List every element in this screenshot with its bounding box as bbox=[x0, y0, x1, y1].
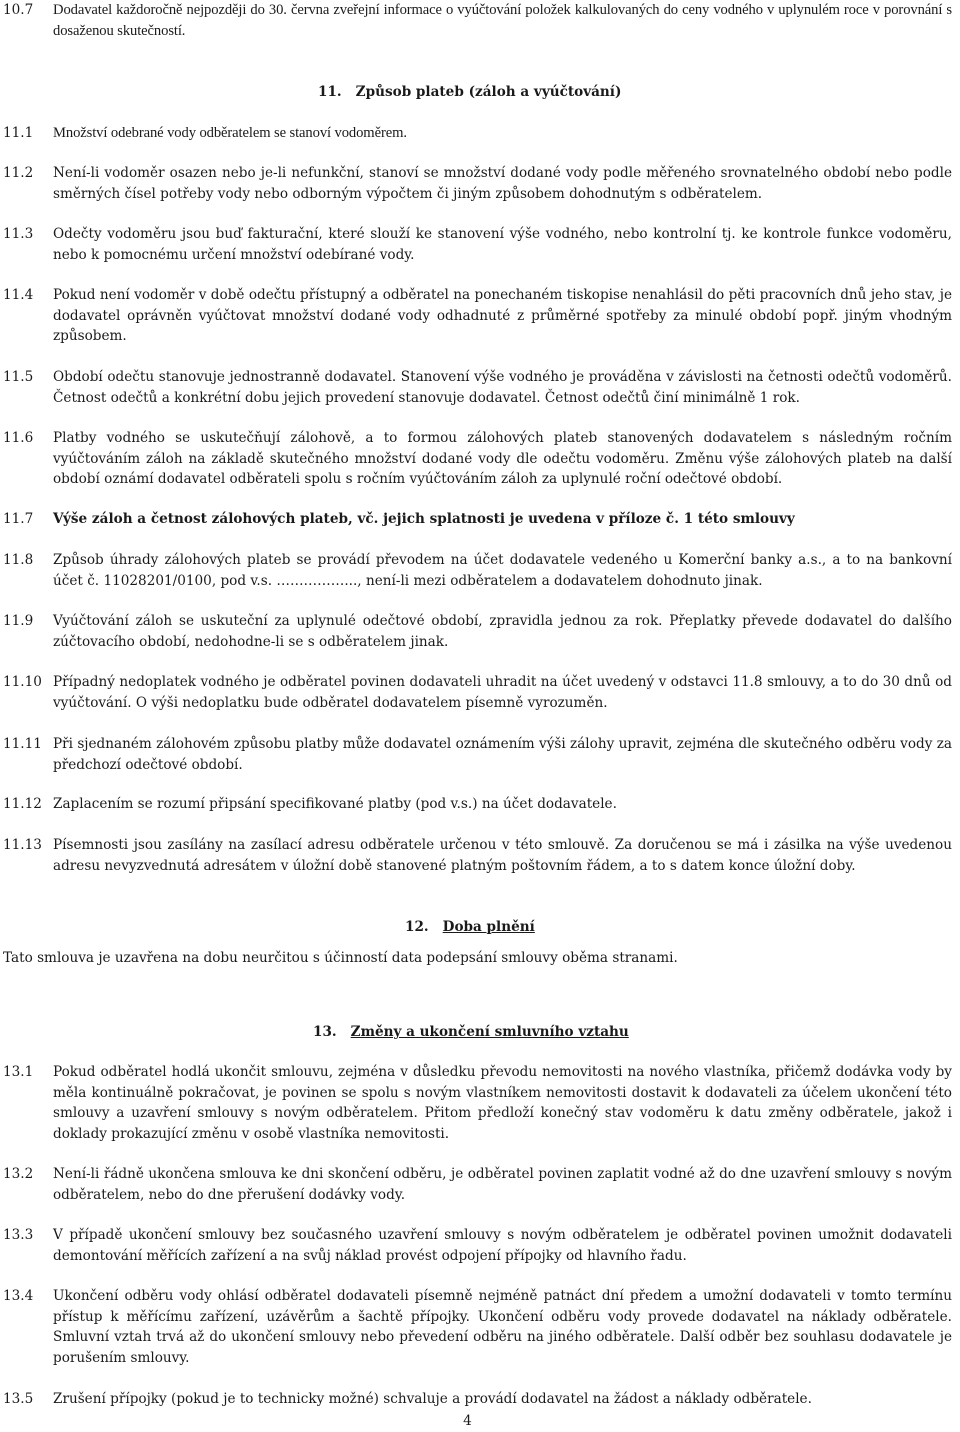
clause-text: Dodavatel každoročně nejpozději do 30. června zveřejní informace o vyúčtování položek kalkulovaných do ceny vodného v uplynulém roce v porovnání s dosaženou skutečností. bbox=[53, 2, 952, 39]
clause-13-3 bbox=[0, 1225, 952, 1266]
clause-number: 11.12 bbox=[3, 796, 42, 812]
section-heading-12 bbox=[405, 917, 535, 938]
clause-text: Odečty vodoměru jsou buď fakturační, které slouží ke stanovení výše vodného, nebo kontrolní tj. ke kontrole funkce vodoměru, nebo k pomocnému určení množství odebírané vody. bbox=[53, 226, 952, 263]
clause-text: Vyúčtování záloh se uskuteční za uplynulé odečtové období, zpravidla jednou za rok. Přeplatky převede dodavatel do dalšího zúčtovacího období, nedohodne-li se s odběratelem jinak. bbox=[53, 613, 952, 650]
clause-number: 11.6 bbox=[3, 430, 34, 446]
clause-text: Způsob úhrady zálohových plateb se provádí převodem na účet dodavatele vedeného u Komerční banky a.s., a to na bankovní účet č. 11028201/0100, pod v.s. ……………..., není-li mezi odběratelem a dodavatelem dohodnuto jinak. bbox=[53, 552, 952, 589]
clause-11-5 bbox=[0, 367, 952, 408]
clause-number: 11.7 bbox=[3, 511, 34, 527]
clause-11-3 bbox=[0, 224, 952, 265]
clause-number: 11.11 bbox=[3, 736, 42, 752]
section-heading-11 bbox=[318, 82, 621, 103]
section-heading-13 bbox=[313, 1022, 629, 1043]
section-title: Způsob plateb (záloh a vyúčtování) bbox=[355, 84, 622, 100]
clause-number: 11.9 bbox=[3, 613, 34, 629]
section-number: 12. bbox=[405, 919, 429, 935]
clause-text: Období odečtu stanovuje jednostranně dodavatel. Stanovení výše vodného je prováděna v závislosti na četnosti odečtů vodoměrů. Četnost odečtů a konkrétní dobu jejich provedení stanovuje dodavatel. Četnost odečtů činí minimálně 1 rok. bbox=[53, 369, 952, 406]
section-number: 13. bbox=[313, 1024, 337, 1040]
clause-13-1 bbox=[0, 1062, 952, 1144]
clause-13-5 bbox=[0, 1389, 952, 1410]
clause-11-12 bbox=[0, 794, 952, 815]
clause-number: 13.5 bbox=[3, 1391, 34, 1407]
clause-11-9 bbox=[0, 611, 952, 652]
clause-11-11 bbox=[0, 734, 952, 775]
clause-number: 11.2 bbox=[3, 165, 34, 181]
clause-11-8 bbox=[0, 550, 952, 591]
clause-text: Písemnosti jsou zasílány na zasílací adresu odběratele určenou v této smlouvě. Za doručenou se má i zásilka na výše uvedenou adresu nevyzvednutá adresátem v úložní době stanovené platným poštovním řádem, a to s datem konce úložní doby. bbox=[53, 837, 952, 874]
clause-number: 11.5 bbox=[3, 369, 34, 385]
section-number: 11. bbox=[318, 84, 342, 100]
clause-text: Není-li řádně ukončena smlouva ke dni skončení odběru, je odběratel povinen zaplatit vodné až do dne uzavření smlouvy s novým odběratelem, nebo do dne přerušení dodávky vody. bbox=[53, 1166, 952, 1203]
clause-number: 11.10 bbox=[3, 674, 42, 690]
clause-number: 10.7 bbox=[3, 2, 34, 18]
section-title: Změny a ukončení smluvního vztahu bbox=[350, 1024, 629, 1040]
clause-number: 13.1 bbox=[3, 1064, 34, 1080]
clause-number: 11.1 bbox=[3, 125, 34, 141]
clause-13-4 bbox=[0, 1286, 952, 1368]
clause-11-2 bbox=[0, 163, 952, 204]
clause-number: 11.3 bbox=[3, 226, 34, 242]
clause-text: Zaplacením se rozumí připsání specifikované platby (pod v.s.) na účet dodavatele. bbox=[53, 796, 617, 812]
clause-text: Případný nedoplatek vodného je odběratel povinen dodavateli uhradit na účet uvedený v odstavci 11.8 smlouvy, a to do 30 dnů od vyúčtování. O výši nedoplatku bude odběratel dodavatelem písemně vyrozuměn. bbox=[53, 674, 952, 711]
clause-number: 13.2 bbox=[3, 1166, 34, 1182]
clause-text: Při sjednaném zálohovém způsobu platby může dodavatel oznámením výši zálohy upravit, zejména dle skutečného odběru vody za předchozí odečtové období. bbox=[53, 736, 952, 773]
clause-text: Pokud není vodoměr v době odečtu přístupný a odběratel na ponechaném tiskopise nenahlásil do pěti pracovních dnů jeho stav, je dodavatel oprávněn vyúčtovat množství dodané vody odhadnuté z průměrné spotřeby za minulé období popř. jiným vhodným způsobem. bbox=[53, 287, 952, 344]
clause-number: 13.4 bbox=[3, 1288, 34, 1304]
clause-11-4 bbox=[0, 285, 952, 347]
clause-13-2 bbox=[0, 1164, 952, 1205]
clause-text: Platby vodného se uskutečňují zálohově, a to formou zálohových plateb stanovených dodavatelem s následným ročním vyúčtováním záloh na základě skutečného množství dodané vody dle odečtu vodoměru. Změnu výše zálohových plateb na další období oznámí dodavatel odběrateli spolu s ročním vyúčtováním záloh za uplynulé roční odečtové období. bbox=[53, 430, 952, 487]
clause-text: Není-li vodoměr osazen nebo je-li nefunkční, stanoví se množství dodané vody podle měřeného srovnatelného období nebo podle směrných čísel potřeby vody nebo odborným výpočtem či jiným způsobem dohodnutým s odběratelem. bbox=[53, 165, 952, 202]
clause-text: V případě ukončení smlouvy bez současného uzavření smlouvy s novým odběratelem je odběratel povinen umožnit dodavateli demontování měřících zařízení a na svůj náklad provést odpojení přípojky od hlavního řadu. bbox=[53, 1227, 952, 1264]
page-number: 4 bbox=[463, 1413, 472, 1429]
clause-text: Pokud odběratel hodlá ukončit smlouvu, zejména v důsledku převodu nemovitosti na nového vlastníka, přičemž dodávka vody by měla kontinuálně pokračovat, je povinen se spolu s novým vlastníkem nemovitosti dostavit k dodavateli za účelem ukončení této smlouvy a uzavření smlouvy s novým odběratelem. Přitom předloží konečný stav vodoměru k datu změny odběratele, jakož i doklady prokazující změnu v osobě vlastníka nemovitosti. bbox=[53, 1064, 952, 1142]
clause-number: 11.13 bbox=[3, 837, 42, 853]
clause-11-1 bbox=[0, 123, 952, 144]
clause-11-13 bbox=[0, 835, 952, 876]
clause-text: Ukončení odběru vody ohlásí odběratel dodavateli písemně nejméně patnáct dní předem a umožní dodavateli v tomto termínu přístup k měřícímu zařízení, uzávěrům a šachtě přípojky. Ukončení odběru vody provede dodavatel na náklady odběratele. Smluvní vztah trvá až do ukončení smlouvy nebo převedení odběru na jiného odběratele. Další odběr bez souhlasu dodavatele je porušením smlouvy. bbox=[53, 1288, 952, 1366]
clause-11-10 bbox=[0, 672, 952, 713]
clause-text: Množství odebrané vody odběratelem se stanoví vodoměrem. bbox=[53, 125, 407, 141]
section-title: Doba plnění bbox=[442, 919, 535, 935]
section-12-text: Tato smlouva je uzavřena na dobu neurčitou s účinností data podepsání smlouvy oběma stranami. bbox=[3, 950, 678, 966]
clause-number: 11.8 bbox=[3, 552, 34, 568]
clause-11-6 bbox=[0, 428, 952, 490]
clause-number: 11.4 bbox=[3, 287, 34, 303]
clause-text: Zrušení přípojky (pokud je to technicky možné) schvaluje a provádí dodavatel na žádost a náklady odběratele. bbox=[53, 1391, 812, 1407]
clause-11-7 bbox=[0, 509, 952, 530]
clause-10-7 bbox=[0, 0, 952, 41]
clause-number: 13.3 bbox=[3, 1227, 34, 1243]
clause-text: Výše záloh a četnost zálohových plateb, vč. jejich splatnosti je uvedena v příloze č. 1 této smlouvy bbox=[53, 511, 795, 527]
